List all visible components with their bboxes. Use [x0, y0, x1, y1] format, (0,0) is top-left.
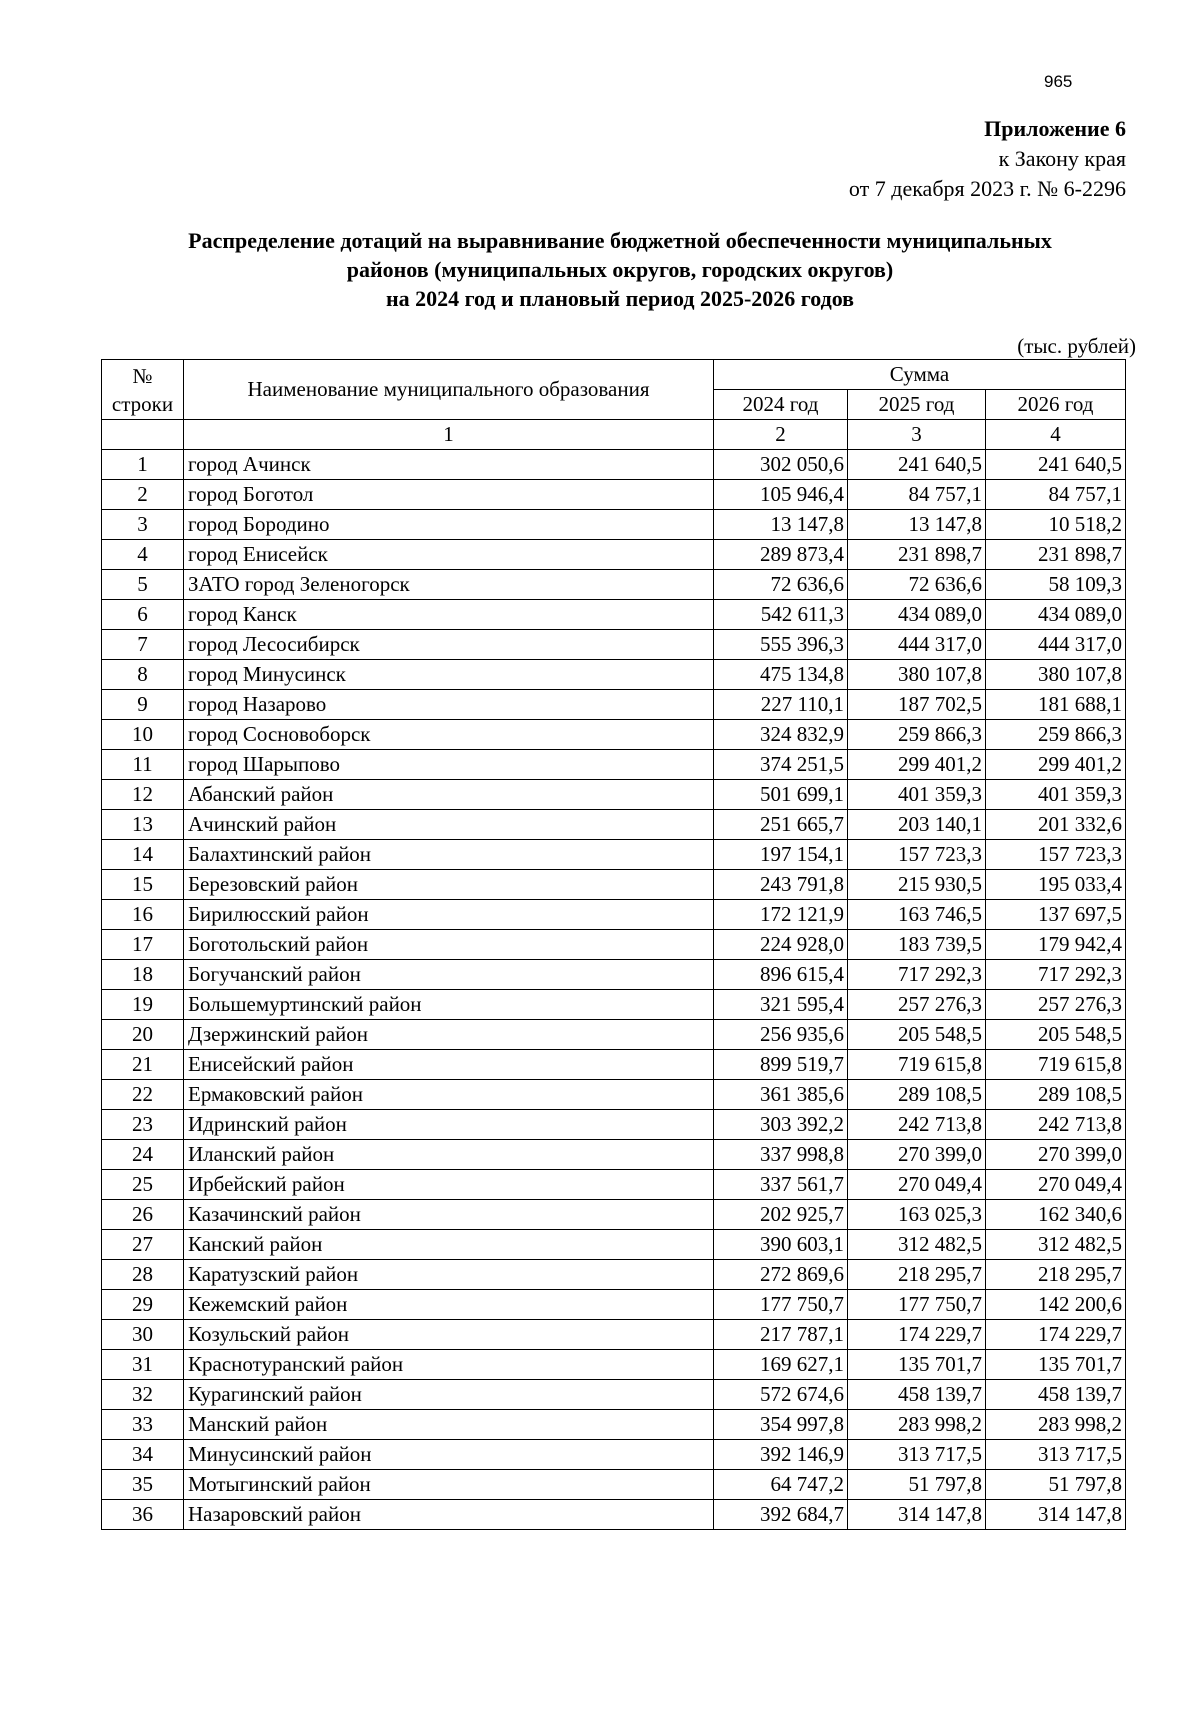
municipality-name: Богучанский район — [184, 960, 714, 990]
municipality-name: Курагинский район — [184, 1380, 714, 1410]
amount-2026: 312 482,5 — [986, 1230, 1126, 1260]
amount-2026: 218 295,7 — [986, 1260, 1126, 1290]
amount-2024: 169 627,1 — [714, 1350, 848, 1380]
amount-2025: 218 295,7 — [848, 1260, 986, 1290]
table-row — [102, 840, 1126, 870]
amount-2025: 444 317,0 — [848, 630, 986, 660]
amount-2024: 303 392,2 — [714, 1110, 848, 1140]
appendix-title: Приложение 6 — [984, 116, 1126, 141]
appendix-header — [849, 114, 1126, 204]
amount-2026: 10 518,2 — [986, 510, 1126, 540]
appendix-date: от 7 декабря 2023 г. № 6-2296 — [848, 176, 1126, 201]
amount-2026: 142 200,6 — [986, 1290, 1126, 1320]
municipality-name: город Канск — [184, 600, 714, 630]
amount-2026: 401 359,3 — [986, 780, 1126, 810]
row-number: 3 — [102, 510, 184, 540]
row-number: 27 — [102, 1230, 184, 1260]
amount-2024: 64 747,2 — [714, 1470, 848, 1500]
amount-2025: 719 615,8 — [848, 1050, 986, 1080]
amount-2024: 392 146,9 — [714, 1440, 848, 1470]
header-sum: Сумма — [714, 360, 1126, 390]
amount-2024: 202 925,7 — [714, 1200, 848, 1230]
municipality-name: город Шарыпово — [184, 750, 714, 780]
amount-2025: 299 401,2 — [848, 750, 986, 780]
row-number: 23 — [102, 1110, 184, 1140]
table-row — [102, 1140, 1126, 1170]
amount-2025: 289 108,5 — [848, 1080, 986, 1110]
row-number: 13 — [102, 810, 184, 840]
amount-2024: 374 251,5 — [714, 750, 848, 780]
amount-2024: 302 050,6 — [714, 450, 848, 480]
amount-2026: 444 317,0 — [986, 630, 1126, 660]
title-line-3: на 2024 год и плановый период 2025-2026 годов — [385, 286, 855, 311]
appendix-law-ref: к Закону края — [998, 146, 1126, 171]
amount-2024: 177 750,7 — [714, 1290, 848, 1320]
amount-2026: 313 717,5 — [986, 1440, 1126, 1470]
table-row — [102, 900, 1126, 930]
municipality-name: город Минусинск — [184, 660, 714, 690]
distribution-table — [101, 359, 1126, 1530]
page-number: 965 — [1044, 72, 1073, 91]
header-no-symbol: № — [132, 363, 153, 388]
header-row-number — [102, 360, 184, 420]
amount-2026: 717 292,3 — [986, 960, 1126, 990]
table-row — [102, 1050, 1126, 1080]
amount-2025: 157 723,3 — [848, 840, 986, 870]
table-row — [102, 1350, 1126, 1380]
amount-2025: 380 107,8 — [848, 660, 986, 690]
amount-2026: 380 107,8 — [986, 660, 1126, 690]
row-number: 32 — [102, 1380, 184, 1410]
amount-2026: 289 108,5 — [986, 1080, 1126, 1110]
table-row — [102, 810, 1126, 840]
row-number: 17 — [102, 930, 184, 960]
row-number: 15 — [102, 870, 184, 900]
municipality-name: Большемуртинский район — [184, 990, 714, 1020]
header-col-number-1: 1 — [184, 420, 714, 450]
table-row — [102, 450, 1126, 480]
header-col-number-empty — [102, 420, 184, 450]
amount-2025: 72 636,6 — [848, 570, 986, 600]
municipality-name: Ирбейский район — [184, 1170, 714, 1200]
amount-2024: 899 519,7 — [714, 1050, 848, 1080]
row-number: 34 — [102, 1440, 184, 1470]
row-number: 35 — [102, 1470, 184, 1500]
amount-2025: 163 025,3 — [848, 1200, 986, 1230]
row-number: 33 — [102, 1410, 184, 1440]
amount-2024: 172 121,9 — [714, 900, 848, 930]
amount-2024: 256 935,6 — [714, 1020, 848, 1050]
amount-2026: 231 898,7 — [986, 540, 1126, 570]
table-row — [102, 1020, 1126, 1050]
row-number: 28 — [102, 1260, 184, 1290]
row-number: 8 — [102, 660, 184, 690]
amount-2025: 259 866,3 — [848, 720, 986, 750]
amount-2025: 270 049,4 — [848, 1170, 986, 1200]
amount-2025: 458 139,7 — [848, 1380, 986, 1410]
amount-2024: 475 134,8 — [714, 660, 848, 690]
table-row — [102, 1380, 1126, 1410]
row-number: 30 — [102, 1320, 184, 1350]
amount-2026: 162 340,6 — [986, 1200, 1126, 1230]
amount-2024: 243 791,8 — [714, 870, 848, 900]
amount-2025: 215 930,5 — [848, 870, 986, 900]
table-row — [102, 930, 1126, 960]
amount-2025: 283 998,2 — [848, 1410, 986, 1440]
header-name: Наименование муниципального образования — [184, 360, 714, 420]
table-row — [102, 1080, 1126, 1110]
row-number: 22 — [102, 1080, 184, 1110]
municipality-name: Краснотуранский район — [184, 1350, 714, 1380]
amount-2025: 174 229,7 — [848, 1320, 986, 1350]
amount-2024: 354 997,8 — [714, 1410, 848, 1440]
amount-2024: 542 611,3 — [714, 600, 848, 630]
table-row — [102, 1170, 1126, 1200]
table-row — [102, 780, 1126, 810]
units-label: (тыс. рублей) — [1017, 334, 1136, 358]
municipality-name: Ачинский район — [184, 810, 714, 840]
municipality-name: Мотыгинский район — [184, 1470, 714, 1500]
amount-2026: 174 229,7 — [986, 1320, 1126, 1350]
amount-2025: 187 702,5 — [848, 690, 986, 720]
amount-2024: 272 869,6 — [714, 1260, 848, 1290]
amount-2024: 227 110,1 — [714, 690, 848, 720]
header-year-2026: 2026 год — [986, 390, 1126, 420]
amount-2026: 458 139,7 — [986, 1380, 1126, 1410]
row-number: 9 — [102, 690, 184, 720]
amount-2024: 217 787,1 — [714, 1320, 848, 1350]
amount-2024: 392 684,7 — [714, 1500, 848, 1530]
table-row — [102, 1500, 1126, 1530]
municipality-name: Казачинский район — [184, 1200, 714, 1230]
municipality-name: ЗАТО город Зеленогорск — [184, 570, 714, 600]
amount-2024: 13 147,8 — [714, 510, 848, 540]
municipality-name: город Боготол — [184, 480, 714, 510]
municipality-name: город Бородино — [184, 510, 714, 540]
row-number: 25 — [102, 1170, 184, 1200]
amount-2024: 390 603,1 — [714, 1230, 848, 1260]
table-row — [102, 510, 1126, 540]
amount-2026: 259 866,3 — [986, 720, 1126, 750]
municipality-name: Дзержинский район — [184, 1020, 714, 1050]
amount-2025: 241 640,5 — [848, 450, 986, 480]
municipality-name: Абанский район — [184, 780, 714, 810]
table-row — [102, 1110, 1126, 1140]
amount-2024: 896 615,4 — [714, 960, 848, 990]
municipality-name: Енисейский район — [184, 1050, 714, 1080]
municipality-name: город Назарово — [184, 690, 714, 720]
row-number: 24 — [102, 1140, 184, 1170]
header-year-2024: 2024 год — [714, 390, 848, 420]
amount-2024: 105 946,4 — [714, 480, 848, 510]
municipality-name: Каратузский район — [184, 1260, 714, 1290]
municipality-name: Назаровский район — [184, 1500, 714, 1530]
row-number: 12 — [102, 780, 184, 810]
amount-2025: 163 746,5 — [848, 900, 986, 930]
amount-2024: 224 928,0 — [714, 930, 848, 960]
amount-2026: 283 998,2 — [986, 1410, 1126, 1440]
amount-2025: 312 482,5 — [848, 1230, 986, 1260]
municipality-name: Козульский район — [184, 1320, 714, 1350]
table-row — [102, 1320, 1126, 1350]
amount-2026: 205 548,5 — [986, 1020, 1126, 1050]
table-row — [102, 960, 1126, 990]
row-number: 7 — [102, 630, 184, 660]
table-row — [102, 1440, 1126, 1470]
amount-2025: 135 701,7 — [848, 1350, 986, 1380]
row-number: 6 — [102, 600, 184, 630]
row-number: 26 — [102, 1200, 184, 1230]
table-row — [102, 870, 1126, 900]
amount-2026: 719 615,8 — [986, 1050, 1126, 1080]
amount-2025: 84 757,1 — [848, 480, 986, 510]
amount-2025: 203 140,1 — [848, 810, 986, 840]
table-row — [102, 990, 1126, 1020]
table-row — [102, 480, 1126, 510]
municipality-name: Минусинский район — [184, 1440, 714, 1470]
municipality-name: Березовский район — [184, 870, 714, 900]
header-col-number-2: 2 — [714, 420, 848, 450]
title-line-1: Распределение дотаций на выравнивание бюджетной обеспеченности муниципальных — [188, 228, 1052, 253]
row-number: 29 — [102, 1290, 184, 1320]
municipality-name: Канский район — [184, 1230, 714, 1260]
header-col-number-4: 4 — [986, 420, 1126, 450]
amount-2025: 13 147,8 — [848, 510, 986, 540]
amount-2026: 201 332,6 — [986, 810, 1126, 840]
municipality-name: Идринский район — [184, 1110, 714, 1140]
row-number: 10 — [102, 720, 184, 750]
amount-2025: 242 713,8 — [848, 1110, 986, 1140]
amount-2026: 314 147,8 — [986, 1500, 1126, 1530]
table-body — [102, 450, 1126, 1530]
table-row — [102, 1260, 1126, 1290]
amount-2025: 434 089,0 — [848, 600, 986, 630]
amount-2025: 717 292,3 — [848, 960, 986, 990]
amount-2026: 242 713,8 — [986, 1110, 1126, 1140]
row-number: 19 — [102, 990, 184, 1020]
municipality-name: город Енисейск — [184, 540, 714, 570]
municipality-name: город Ачинск — [184, 450, 714, 480]
amount-2026: 241 640,5 — [986, 450, 1126, 480]
amount-2024: 337 998,8 — [714, 1140, 848, 1170]
amount-2025: 257 276,3 — [848, 990, 986, 1020]
table-row — [102, 1410, 1126, 1440]
row-number: 36 — [102, 1500, 184, 1530]
amount-2024: 197 154,1 — [714, 840, 848, 870]
amount-2026: 270 049,4 — [986, 1170, 1126, 1200]
municipality-name: город Лесосибирск — [184, 630, 714, 660]
municipality-name: Балахтинский район — [184, 840, 714, 870]
amount-2025: 231 898,7 — [848, 540, 986, 570]
table-row — [102, 630, 1126, 660]
table-row — [102, 1200, 1126, 1230]
amount-2025: 51 797,8 — [848, 1470, 986, 1500]
row-number: 31 — [102, 1350, 184, 1380]
municipality-name: Боготольский район — [184, 930, 714, 960]
row-number: 1 — [102, 450, 184, 480]
amount-2026: 137 697,5 — [986, 900, 1126, 930]
title-line-2: районов (муниципальных округов, городских округов) — [346, 257, 894, 282]
table-row — [102, 1230, 1126, 1260]
table-row — [102, 540, 1126, 570]
amount-2025: 313 717,5 — [848, 1440, 986, 1470]
row-number: 21 — [102, 1050, 184, 1080]
municipality-name: Манский район — [184, 1410, 714, 1440]
amount-2024: 337 561,7 — [714, 1170, 848, 1200]
table-row — [102, 720, 1126, 750]
amount-2024: 555 396,3 — [714, 630, 848, 660]
table-row — [102, 570, 1126, 600]
amount-2026: 270 399,0 — [986, 1140, 1126, 1170]
amount-2025: 270 399,0 — [848, 1140, 986, 1170]
table-row — [102, 660, 1126, 690]
amount-2026: 434 089,0 — [986, 600, 1126, 630]
row-number: 14 — [102, 840, 184, 870]
amount-2025: 401 359,3 — [848, 780, 986, 810]
row-number: 18 — [102, 960, 184, 990]
header-no-label: строки — [111, 391, 174, 416]
amount-2026: 181 688,1 — [986, 690, 1126, 720]
header-year-2025: 2025 год — [848, 390, 986, 420]
amount-2025: 177 750,7 — [848, 1290, 986, 1320]
table-row — [102, 600, 1126, 630]
amount-2026: 84 757,1 — [986, 480, 1126, 510]
header-col-number-3: 3 — [848, 420, 986, 450]
amount-2024: 289 873,4 — [714, 540, 848, 570]
row-number: 11 — [102, 750, 184, 780]
amount-2026: 195 033,4 — [986, 870, 1126, 900]
amount-2026: 179 942,4 — [986, 930, 1126, 960]
table-row — [102, 1470, 1126, 1500]
amount-2026: 58 109,3 — [986, 570, 1126, 600]
amount-2025: 205 548,5 — [848, 1020, 986, 1050]
amount-2024: 572 674,6 — [714, 1380, 848, 1410]
amount-2024: 321 595,4 — [714, 990, 848, 1020]
table-row — [102, 690, 1126, 720]
table-row — [102, 1290, 1126, 1320]
amount-2026: 299 401,2 — [986, 750, 1126, 780]
amount-2024: 72 636,6 — [714, 570, 848, 600]
municipality-name: Ермаковский район — [184, 1080, 714, 1110]
municipality-name: город Сосновоборск — [184, 720, 714, 750]
row-number: 20 — [102, 1020, 184, 1050]
table-row — [102, 750, 1126, 780]
row-number: 5 — [102, 570, 184, 600]
document-title — [100, 226, 1140, 313]
amount-2024: 361 385,6 — [714, 1080, 848, 1110]
municipality-name: Кежемский район — [184, 1290, 714, 1320]
amount-2025: 183 739,5 — [848, 930, 986, 960]
amount-2026: 257 276,3 — [986, 990, 1126, 1020]
row-number: 2 — [102, 480, 184, 510]
amount-2026: 51 797,8 — [986, 1470, 1126, 1500]
amount-2026: 135 701,7 — [986, 1350, 1126, 1380]
municipality-name: Иланский район — [184, 1140, 714, 1170]
municipality-name: Бирилюсский район — [184, 900, 714, 930]
amount-2024: 251 665,7 — [714, 810, 848, 840]
amount-2025: 314 147,8 — [848, 1500, 986, 1530]
row-number: 16 — [102, 900, 184, 930]
amount-2024: 324 832,9 — [714, 720, 848, 750]
row-number: 4 — [102, 540, 184, 570]
amount-2026: 157 723,3 — [986, 840, 1126, 870]
amount-2024: 501 699,1 — [714, 780, 848, 810]
